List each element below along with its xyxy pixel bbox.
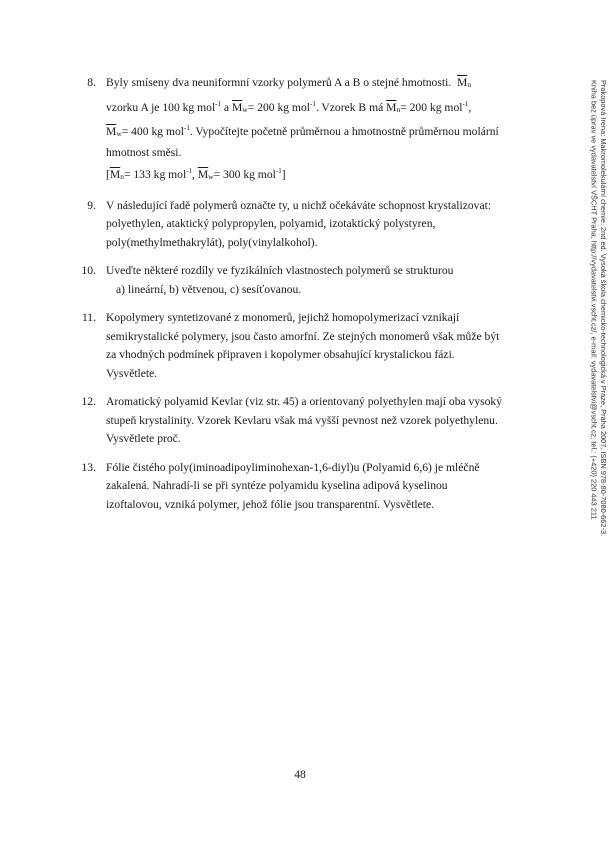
mw-symbol: $\overline{M}$ [106,125,117,138]
question-line: Kopolymery syntetizované z monomerů, jejichž homopolymerizací vznikají [106,311,460,324]
question-line: stupeň krystalinity. Vzorek Kevlaru však má vyšší pevnost než vzorek polyethylenu. [106,413,498,427]
question-10 [72,262,512,299]
question-line: vzorku A je 100 kg mol$^{-1}$ a $\overline{M}w= 200$ kg mol$^{-1}$. Vzorek B má $\overline{M}n= 200$ kg mol$^{-1}$, [106,99,472,114]
question-number: 10. [81,264,96,277]
question-line: poly(methylmethakrylát), poly(vinylalkohol). [106,235,318,249]
mn-symbol: $\overline{M}$ [457,76,468,89]
mw-symbol: $\overline{M}$ [197,168,209,181]
question-13 [72,459,512,515]
answer-line: [$\overline{M}n= 133$ kg mol$^{-1}$, $\overline{M}w= 300$ kg mol$^{-1}$] [106,167,286,181]
question-line: Uveďte některé rozdíly ve fyzikálních vlastnostech polymerů se strukturou [106,264,454,277]
question-line: hmotnost směsi. [106,145,182,159]
question-number: 12. [81,395,96,408]
question-line: Aromatický polyamid Kevlar (viz str. 45) a orientovaný polyethylen mají oba vysoký [106,395,503,408]
question-line: V následující řadě polymerů označte ty, u nichž očekáváte schopnost krystalizovat: [106,198,492,212]
question-12 [72,393,512,449]
question-8 [72,74,512,187]
question-line: a) lineární, b) větvenou, c) sesíťovanou. [116,282,302,296]
question-line: Fólie čistého poly(iminoadipoyliminohexan-1,6-diyl)u (Polyamid 6,6) je mléčně [106,460,480,474]
mn-symbol: $\overline{M}$ [109,168,121,181]
question-line: Byly smíseny dva neuniformní vzorky polymerů A a B o stejné hmotnosti. $\overline{M}n$ [106,76,472,89]
side-note-line-2: Kniha bez úprav ve vydavatelství VŠCHT Praha, http://vydavatelstvi.vscht.cz/, e-mail: vydavatelstvi@vscht.cz, tel.: (+420) 220 443 211 [589,80,599,520]
question-line: za vhodných podmínek připraven i kopolymer obsahující krystalickou fázi. [106,348,455,361]
question-number: 13. [81,460,96,474]
exercise-list [72,74,512,524]
question-number: 9. [87,198,96,212]
question-line: zakalená. Nahradí-li se při syntéze polyamidu kyselina adipová kyselinou [106,479,448,492]
question-number: 11. [81,311,96,324]
side-copyright-note [568,80,608,600]
question-number: 8. [87,76,96,89]
mw-symbol: $\overline{M}$ [231,100,243,114]
page-number: 48 [294,768,306,781]
side-note-line-1: Prokopová Irena: Makromolekulární chemie. 2nd ed. Vysoká škola chemicko-technologická v Praze, Praha 2007. ISBN 978-80-7080-662-3. [599,80,608,537]
question-line: Vysvětlete. [106,366,158,380]
question-line: polyethylen, ataktický polypropylen, polyamid, izotaktický polystyren, [106,217,436,230]
question-line: Vysvětlete proč. [106,432,181,445]
question-9 [72,197,512,253]
question-line: semikrystalické polymery, jsou často amorfní. Ze stejných monomerů však může být [106,329,500,343]
question-11 [72,309,512,383]
question-line: $\overline{M}w= 400$ kg mol$^{-1}$. Vypočítejte početně průměrnou a hmotnostně průměrnou molární [106,124,499,138]
question-line: izoftalovou, vzniká polymer, jehož fólie jsou transparentní. Vysvětlete. [106,497,435,511]
mn-symbol: $\overline{M}$ [386,100,397,114]
